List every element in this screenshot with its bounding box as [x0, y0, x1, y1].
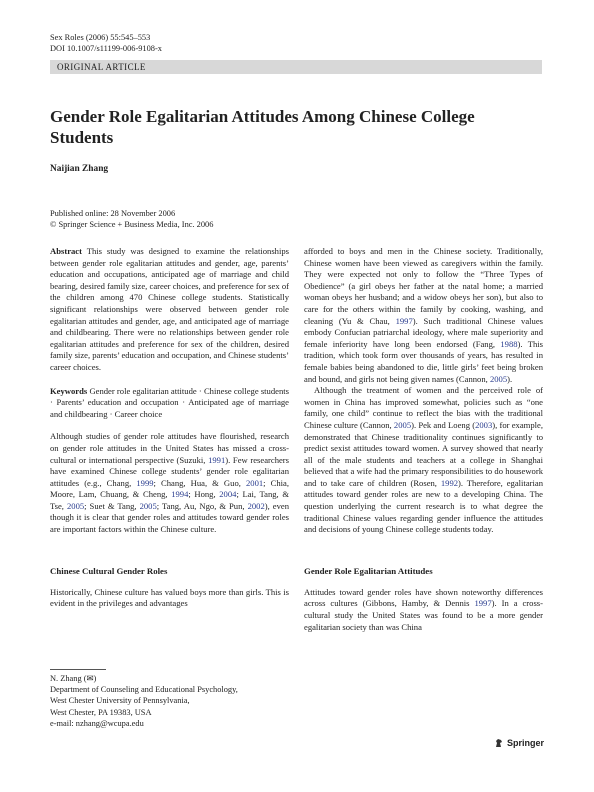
paragraph-text: ; Tang, Au, Ngo, & Pun, — [156, 500, 248, 511]
citation-link[interactable]: 2002 — [247, 500, 265, 511]
keywords — [50, 386, 289, 421]
abstract-text: This study was designed to examine the relationships between gender role egalitarian attitudes and gender, age, parents’ education and occupations, anticipated age of marriage and child bearing, desired family size, career choices, and preference for sex of the children among 470 Chinese college students. Statistically significant relationships were observed between gender role egalitarian attitudes and gender, age, and anticipated age of marriage and childbearing. There were no relationships between gender role egalitarian attitudes and preference for sex of the children, desired family size, parents’ education and occupation, and Chinese students’ career choices. — [50, 246, 289, 372]
paragraph-text: ), for example, demonstrated that Chinese traditionality continues significantly to predict sexist attitudes toward women. A survey showed that nearly all of the male students and teachers at a college in Shanghai believed that a wife had the primary responsibilities to do housework and to take care of children (Rosen, — [304, 419, 543, 488]
abstract — [50, 246, 289, 374]
citation-link[interactable]: 1994 — [171, 489, 189, 500]
section-heading-gender-role-egalitarian-attitudes: Gender Role Egalitarian Attitudes — [304, 565, 433, 576]
citation-link[interactable]: 2005 — [139, 500, 157, 511]
paragraph-text: ; Chang, Hua, & Guo, — [153, 477, 246, 488]
paper-title: Gender Role Egalitarian Attitudes Among Chinese College Students — [50, 107, 475, 147]
paragraph-text: Attitudes toward gender roles have shown noteworthy differences across cultures (Gibbons, Hamby, & Dennis — [304, 586, 543, 609]
citation-link[interactable]: 1997 — [395, 315, 413, 326]
doi: DOI 10.1007/s11199-006-9108-x — [50, 44, 162, 53]
paragraph-text: ). Therefore, egalitarian attitudes toward gender roles are new to a developing China. The question underlying the current research is to what degree the traditional Chinese values regarding gender influence the attitudes and decisions of young Chinese college students today. — [304, 477, 543, 535]
keywords-text: Gender role egalitarian attitude · Chinese college students · Parents’ education and occupation · Anticipated age of marriage and childbearing · Career choice — [50, 385, 289, 419]
right-paragraph-1 — [304, 246, 543, 385]
citation-link[interactable]: 2005 — [66, 500, 85, 511]
paragraph-text: ; Suet & Tang, — [84, 500, 140, 511]
paragraph-text: ). Pek and Loeng ( — [411, 419, 476, 430]
author-footnote — [50, 673, 290, 729]
right-paragraph-2 — [304, 385, 543, 536]
paragraph-text: ). This tradition, which took form over thousands of years, has resulted in female babies being abandoned to die, little girls’ feet being broken and bound, and girls not being given names (Cannon, — [304, 338, 543, 384]
citation-link[interactable]: 2005 — [489, 373, 508, 384]
author-name: Naijian Zhang — [50, 164, 109, 174]
paragraph-text: ), even though it is clear that gender roles and attitudes toward gender roles are important factors within the Chinese culture. — [50, 500, 289, 535]
paragraph-text: afforded to boys and men in the Chinese society. Traditionally, Chinese women have been viewed as caregivers within the family. They were expected not only to follow the “Three Types of Obedience” (a girl obeys her father at the natal home; a married woman obeys her husband; and a widow obeys her son), but also to care for the others within the family by cooking, washing, and cleaning (Yu & Chau, — [304, 246, 543, 326]
published-online-date: Published online: 28 November 2006 — [50, 209, 176, 218]
paragraph-text: ). Such traditional Chinese values embody Confucian patriarchal ideology, where male superiority and female inferiority have long been endorsed (Fang, — [304, 315, 543, 349]
publisher-name: Springer — [506, 738, 544, 748]
section-paragraph: Historically, Chinese culture has valued boys more than girls. This is evident in the privileges and advantages — [50, 586, 289, 609]
springer-horse-icon — [494, 738, 504, 748]
footnote-department: Department of Counseling and Educational Psychology, — [50, 685, 238, 695]
journal-citation: Sex Roles (2006) 55:545–553 — [50, 33, 151, 42]
citation-link[interactable]: 1997 — [474, 598, 492, 609]
citation-link[interactable]: 1992 — [440, 477, 459, 488]
left-column — [50, 246, 289, 610]
section-heading-chinese-cultural-gender-roles: Chinese Cultural Gender Roles — [50, 565, 168, 576]
paragraph-text: Although studies of gender role attitudes have flourished, research on gender role attitudes in the United States has missed a cross-cultural or international perspective (Suzuki, — [50, 431, 289, 465]
footnote-rule — [50, 669, 106, 670]
journal-header — [50, 32, 162, 54]
abstract-label: Abstract — [50, 246, 82, 256]
intro-paragraph — [50, 431, 289, 535]
article-type-label: ORIGINAL ARTICLE — [57, 62, 146, 72]
paragraph-text: ; Chia, Moore, Lam, Chuang, & Cheng, — [50, 477, 289, 500]
citation-link[interactable]: 2003 — [475, 419, 493, 430]
article-type-bar — [50, 60, 542, 74]
footnote-university: West Chester University of Pennsylvania, — [50, 696, 190, 706]
publisher-logo — [494, 738, 544, 748]
citation-link[interactable]: 1991 — [208, 454, 226, 465]
paragraph-text: ). Few researchers have examined Chinese college students’ gender role egalitarian attitudes (e.g., Chang, — [50, 454, 290, 488]
paragraph-text: ; Lai, Tang, & Tse, — [50, 489, 290, 511]
citation-link[interactable]: 2004 — [219, 489, 237, 500]
paragraph-text: ; Hong, — [188, 489, 220, 500]
paragraph-text: Although the treatment of women and the perceived role of women in China has improved somewhat, policies such as “one family, one child” continue to reflect the bias with the traditional Chinese culture (Cannon, — [304, 385, 543, 430]
paragraph-text: ). In a cross-cultural study the United States was found to be a more gender egalitarian society than was China — [304, 598, 543, 632]
right-column — [304, 246, 543, 633]
footnote-address: West Chester, PA 19383, USA — [50, 707, 152, 717]
copyright-line: © Springer Science + Business Media, Inc. 2006 — [50, 220, 214, 230]
publication-info — [50, 208, 213, 230]
right-paragraph-3 — [304, 587, 543, 633]
citation-link[interactable]: 1999 — [136, 477, 154, 488]
citation-link[interactable]: 2005 — [393, 419, 412, 430]
citation-link[interactable]: 1988 — [500, 338, 518, 349]
keywords-label: Keywords — [50, 385, 88, 396]
footnote-author: N. Zhang (✉) — [50, 674, 97, 683]
paragraph-text: ). — [507, 373, 513, 384]
footnote-email[interactable]: e-mail: nzhang@wcupa.edu — [50, 718, 144, 728]
citation-link[interactable]: 2001 — [245, 477, 264, 488]
